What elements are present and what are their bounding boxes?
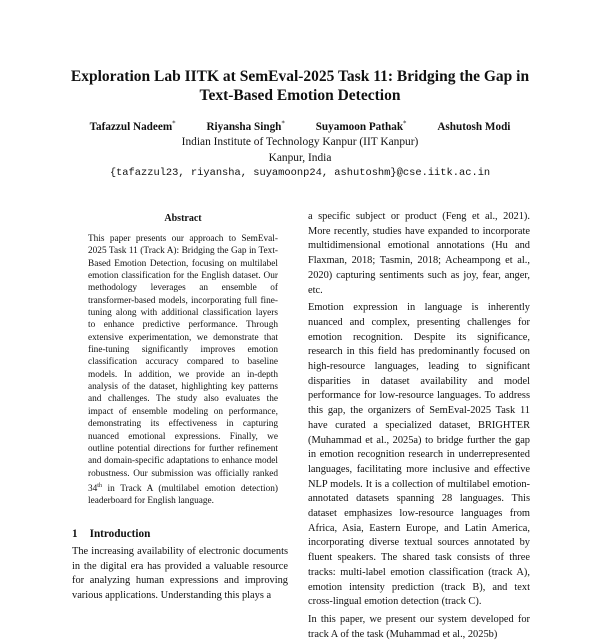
author-list — [40, 119, 560, 133]
affiliation-block — [40, 135, 560, 182]
right-paragraph-2: Emotion expression in language is inherently nuanced and complex, presenting challenges for emotion recognition. Despite its significance, research in this field has predominantly focused on high-resource languages, leading to significant disparities in dataset availability and model performance for low-resource languages. To address this gap, the organizers of SemEval-2025 Task 11 have curated a specialized dataset, BRIGHTER (Muhammad et al., 2025a) to bridge further the gap in emotion recognition research in underrepresented languages, facilitating more inclusive and effective NLP models. It is a collection of multilabel emotion-annotated datasets spanning 28 languages. This dataset emphasizes low-resource languages from Africa, Asia, Eastern Europe, and Latin America, incorporating diverse textual sources annotated by fluent speakers. The shared task consists of three tracks: multi-label emotion classification (track A), emotion intensity prediction (track B), and text cross-lingual emotion detection (track C). — [308, 302, 530, 608]
paper-title — [40, 67, 560, 105]
right-paragraph-3: In this paper, we present our system developed for track A of the task (Muhammad et al., 2025b) — [308, 613, 530, 640]
section-title: Introduction — [89, 528, 151, 540]
abstract-body: This paper presents our approach to SemEval-2025 Task 11 (Track A): Bridging the Gap in Text-Based Emotion Detection, focusing on multilabel emotion classification for the English dataset. Our methodology leverages an ensemble of transformer-based models, incorporating full fine-tuning along with additional classification layers to enhance predictive performance. Through extensive experimentation, we demonstrate that fine-tuning significantly improves emotion classification accuracy compared to baseline models. In addition, we provide an in-depth analysis of the dataset, highlighting key patterns and challenges. The study also evaluates the impact of ensemble modeling on performance, demonstrating its effectiveness in capturing nuanced emotional expressions. Finally, we outline potential directions for further refinement and domain-specific adaptations to enhance model robustness. Our submission was officially ranked 34th in Track A (multilabel emotion detection) leaderboard for English language. — [88, 234, 278, 507]
introduction-paragraph: The increasing availability of electronic documents in the digital era has provided a valuable resource for analyzing human expressions and improving various applications. Understanding this plays a — [72, 546, 288, 602]
paper-title-line-1: Exploration Lab IITK at SemEval-2025 Task 11: Bridging the Gap in — [70, 68, 530, 85]
author-1: Tafazzul Nadeem* — [89, 119, 176, 133]
right-paragraph-1: a specific subject or product (Feng et al., 2021). More recently, studies have expanded to incorporate multidimensional emotional annotations (Hu and Flaxman, 2018; Tasmin, 2018; Acheampong et al., 2020) capturing sentiments such as joy, fear, anger, etc. — [308, 211, 530, 296]
location: Kanpur, India — [268, 151, 332, 164]
affiliation: Indian Institute of Technology Kanpur (IIT Kanpur) — [181, 136, 419, 148]
author-2: Riyansha Singh* — [206, 119, 285, 133]
right-column — [308, 210, 530, 642]
author-emails: {tafazzul23, riyansha, suyamoonp24, ashutoshm}@cse.iitk.ac.in — [109, 167, 491, 180]
abstract-heading: Abstract — [164, 213, 202, 224]
author-3: Suyamoon Pathak* — [315, 119, 407, 133]
section-number: 1 — [72, 528, 78, 540]
section-heading-introduction — [72, 528, 150, 540]
author-4: Ashutosh Modi — [437, 120, 511, 133]
rank-suffix: th — [97, 482, 102, 489]
paper-title-line-2: Text-Based Emotion Detection — [199, 87, 401, 104]
